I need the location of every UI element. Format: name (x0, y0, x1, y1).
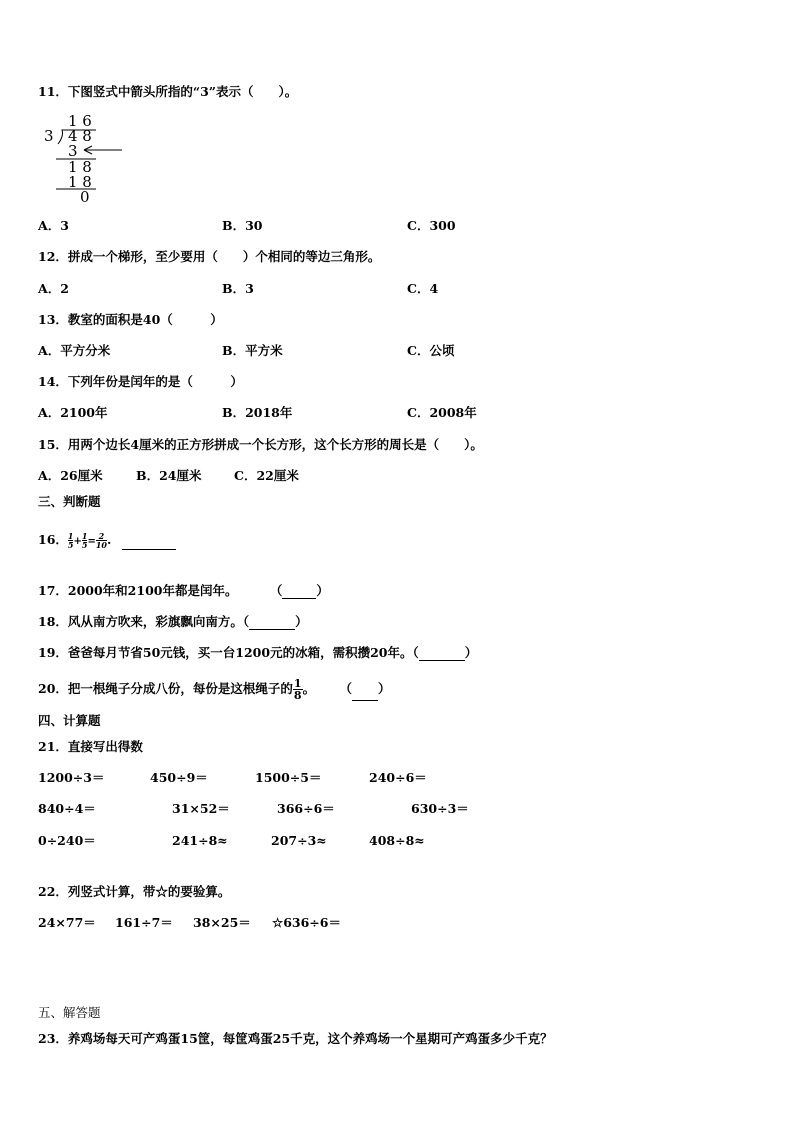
q16-plus: + (73, 536, 82, 547)
q22-item: 38×25＝ (193, 915, 251, 930)
q13-option-c[interactable]: C．公顷 (407, 343, 455, 358)
q22-item: 161÷7＝ (115, 915, 173, 930)
question-11: 11．下图竖式中箭头所指的“3”表示（ ）。 (38, 84, 298, 99)
q21-item: 1200÷3＝ (38, 770, 105, 785)
q21-item: 31×52＝ (172, 801, 230, 816)
q14-option-a[interactable]: A．2100年 (38, 405, 108, 420)
q18-paren-right: ） (295, 614, 308, 629)
q16-fraction-2: $\frac{1}{5}$ (81, 531, 88, 550)
question-20 (38, 678, 390, 701)
q22-item: 24×77＝ (38, 915, 96, 930)
q13-option-a[interactable]: A．平方分米 (38, 343, 111, 358)
question-21: 21．直接写出得数 (38, 739, 143, 754)
q15-option-a[interactable]: A．26厘米 (38, 468, 103, 483)
q16-number: 16． (38, 532, 68, 547)
question-14: 14．下列年份是闰年的是（ ） (38, 374, 243, 389)
q16-fraction-3: $\frac{2}{10}$ (95, 531, 107, 550)
q21-item: 408÷8≈ (369, 833, 425, 848)
section-5-heading: 五、解答题 (38, 1005, 101, 1020)
question-19 (38, 645, 477, 661)
q19-answer-blank[interactable] (419, 647, 465, 661)
q21-item: 1500÷5＝ (255, 770, 322, 785)
q20-answer-blank[interactable] (352, 687, 378, 701)
q17-answer-blank[interactable] (282, 585, 316, 599)
question-16 (38, 532, 176, 550)
q16-end: . (106, 532, 112, 547)
q19-text: 19．爸爸每月节省50元钱，买一台1200元的冰箱，需积攒20年。 (38, 645, 413, 660)
q14-option-b[interactable]: B．2018年 (222, 405, 293, 420)
q16-fraction-1: $\frac{1}{5}$ (67, 531, 74, 550)
q15-option-c[interactable]: C．22厘米 (234, 468, 299, 483)
division-dividend: 4 8 (68, 127, 92, 145)
q17-text: 17．2000年和2100年都是闰年。 (38, 583, 238, 598)
q21-item: 450÷9＝ (150, 770, 208, 785)
q21-item: 207÷3≈ (271, 833, 327, 848)
q18-answer-blank[interactable] (249, 616, 295, 630)
q20-fraction: $\frac{1}{8}$ (293, 677, 302, 702)
division-divisor: 3 (44, 127, 54, 145)
division-quotient: 1 6 (68, 112, 92, 130)
q21-item: 366÷6＝ (277, 801, 335, 816)
question-15: 15．用两个边长4厘米的正方形拼成一个长方形，这个长方形的周长是（ ）。 (38, 437, 483, 452)
q20-text: 20．把一根绳子分成八份，每份是这根绳子的 (38, 681, 293, 696)
q17-paren-left: （ (269, 583, 283, 598)
q19-paren-left: （ (412, 645, 419, 660)
question-22: 22．列竖式计算，带☆的要验算。 (38, 884, 231, 899)
q18-text: 18．风从南方吹来，彩旗飘向南方。 (38, 614, 243, 629)
q16-equals: = (87, 536, 96, 547)
q11-option-c[interactable]: C．300 (407, 218, 456, 233)
q21-item: 0÷240＝ (38, 833, 96, 848)
question-12: 12．拼成一个梯形，至少要用（ ）个相同的等边三角形。 (38, 249, 381, 264)
q13-option-b[interactable]: B．平方米 (222, 343, 283, 358)
division-row-2: 1 8 (68, 158, 92, 176)
q11-option-b[interactable]: B．30 (222, 218, 263, 233)
q12-option-b[interactable]: B．3 (222, 281, 254, 296)
q20-paren-left: （ (339, 681, 352, 696)
q16-answer-blank[interactable] (122, 536, 176, 550)
q14-option-c[interactable]: C．2008年 (407, 405, 477, 420)
q19-paren-right: ） (464, 645, 478, 660)
question-18 (38, 614, 308, 630)
q20-end: 。 (302, 681, 316, 696)
q22-item: ☆636÷6＝ (272, 915, 341, 930)
q21-item: 240÷6＝ (369, 770, 427, 785)
question-13: 13．教室的面积是40（ ） (38, 312, 223, 327)
long-division-diagram (40, 110, 130, 206)
question-17 (38, 583, 329, 599)
q12-option-a[interactable]: A．2 (38, 281, 69, 296)
q15-option-b[interactable]: B．24厘米 (136, 468, 202, 483)
q21-item: 630÷3＝ (411, 801, 469, 816)
q11-option-a[interactable]: A．3 (38, 218, 69, 233)
q21-item: 241÷8≈ (172, 833, 228, 848)
section-4-heading: 四、计算题 (38, 713, 101, 728)
division-row-4: 0 (80, 188, 90, 206)
section-3-heading: 三、判断题 (38, 494, 101, 509)
q17-paren-right: ） (316, 583, 329, 598)
q20-paren-right: ） (377, 681, 391, 696)
q21-item: 840÷4＝ (38, 801, 96, 816)
q18-paren-left: （ (242, 614, 250, 629)
q12-option-c[interactable]: C．4 (407, 281, 439, 296)
question-23: 23．养鸡场每天可产鸡蛋15筐，每筐鸡蛋25千克，这个养鸡场一个星期可产鸡蛋多少千克？ (38, 1031, 553, 1046)
division-row-1: 3 (68, 142, 78, 160)
division-row-3: 1 8 (68, 173, 92, 191)
